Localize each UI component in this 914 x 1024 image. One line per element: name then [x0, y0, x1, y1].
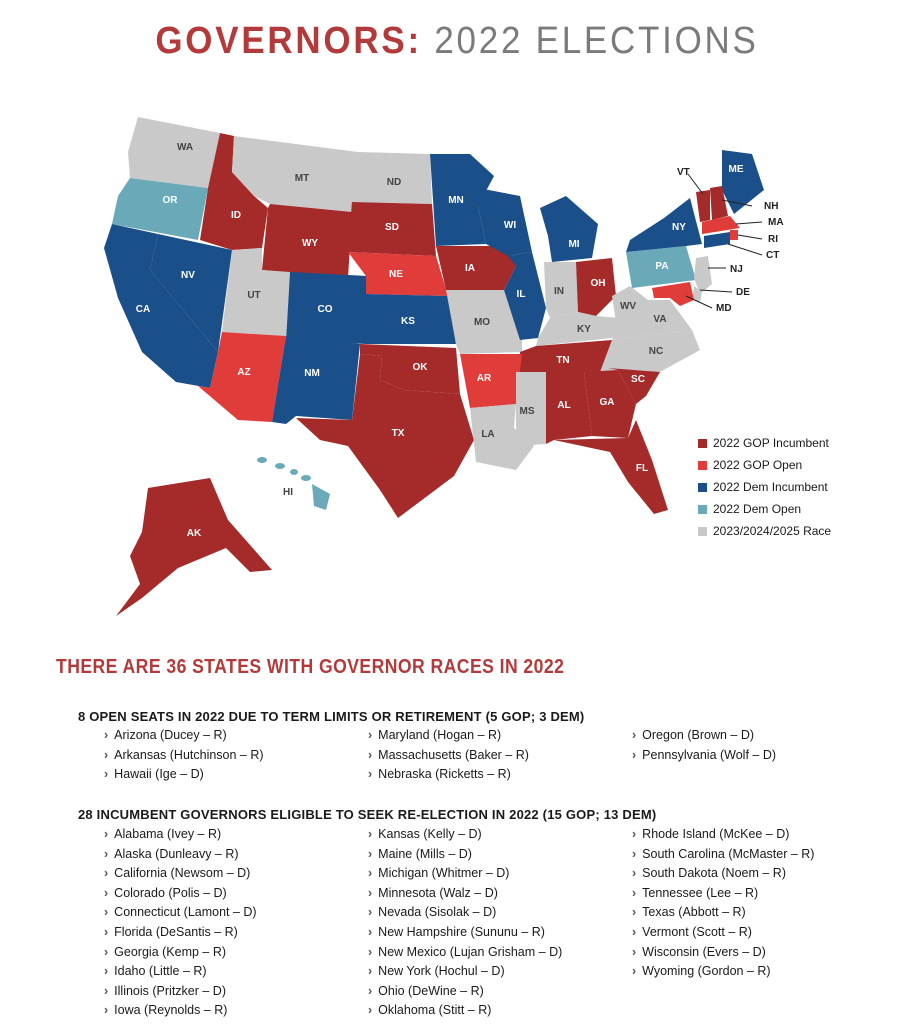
- page-title: [37, 20, 878, 63]
- state-ak[interactable]: [116, 478, 272, 616]
- label-mn: MN: [448, 195, 464, 206]
- list-item: › Ohio (DeWine – R): [368, 982, 562, 1002]
- label-ks: KS: [401, 316, 415, 327]
- list-item: › Georgia (Kemp – R): [104, 943, 257, 963]
- list-item: › Maine (Mills – D): [368, 845, 562, 865]
- legend-label: 2022 Dem Incumbent: [713, 480, 828, 494]
- legend-item-gop_open: [698, 454, 831, 476]
- label-md: MD: [716, 303, 732, 314]
- legend-swatch: [698, 483, 707, 492]
- label-sc: SC: [631, 374, 645, 385]
- label-wa: WA: [176, 142, 194, 153]
- list-item: › Michigan (Whitmer – D): [368, 864, 562, 884]
- list-item: › Arkansas (Hutchinson – R): [104, 746, 264, 766]
- legend-item-gop_incumbent: [698, 432, 831, 454]
- label-nv: NV: [181, 270, 195, 281]
- label-mo: MO: [473, 317, 491, 328]
- section-subhead: THERE ARE 36 STATES WITH GOVERNOR RACES IN 2022: [56, 656, 565, 678]
- label-oh: OH: [590, 278, 606, 289]
- label-ia: IA: [465, 263, 475, 274]
- label-nh: NH: [764, 201, 779, 212]
- list-item: › Hawaii (Ige – D): [104, 765, 264, 785]
- legend-label: 2022 GOP Incumbent: [713, 436, 829, 450]
- label-mt: MT: [294, 173, 310, 184]
- state-ny[interactable]: [626, 198, 702, 252]
- open-seats-col-3: [632, 726, 776, 765]
- legend-label: 2022 Dem Open: [713, 502, 802, 516]
- label-co: CO: [317, 304, 333, 315]
- legend-label: 2022 GOP Open: [713, 458, 803, 472]
- states: [104, 117, 764, 616]
- list-item: › South Dakota (Noem – R): [632, 864, 814, 884]
- list-item: › Arizona (Ducey – R): [104, 726, 264, 746]
- list-item: › Pennsylvania (Wolf – D): [632, 746, 776, 766]
- label-az: AZ: [237, 367, 251, 378]
- label-ma: MA: [768, 217, 784, 228]
- legend-swatch: [698, 505, 707, 514]
- label-ky: KY: [577, 324, 591, 335]
- label-ri: RI: [768, 234, 778, 245]
- list-item: › South Carolina (McMaster – R): [632, 845, 814, 865]
- state-wa[interactable]: [128, 117, 220, 188]
- label-mi: MI: [568, 239, 580, 250]
- list-item: › Massachusetts (Baker – R): [368, 746, 529, 766]
- list-item: › Maryland (Hogan – R): [368, 726, 529, 746]
- list-item: › Wisconsin (Evers – D): [632, 943, 814, 963]
- list-item: › Colorado (Polis – D): [104, 884, 257, 904]
- list-item: › Idaho (Little – R): [104, 962, 257, 982]
- state-hi[interactable]: [257, 457, 330, 510]
- label-or: OR: [162, 195, 178, 206]
- label-wi: WI: [503, 220, 517, 231]
- label-in: IN: [554, 286, 564, 297]
- list-item: › Oklahoma (Stitt – R): [368, 1001, 562, 1021]
- list-item: › New Mexico (Lujan Grisham – D): [368, 943, 562, 963]
- label-me: ME: [728, 164, 744, 175]
- state-mi[interactable]: [540, 196, 598, 262]
- list-item: › Iowa (Reynolds – R): [104, 1001, 257, 1021]
- label-pa: PA: [655, 261, 669, 272]
- label-va: VA: [653, 314, 667, 325]
- list-item: › New Hampshire (Sununu – R): [368, 923, 562, 943]
- label-wv: WV: [619, 301, 637, 312]
- list-item: › Oregon (Brown – D): [632, 726, 776, 746]
- legend-swatch: [698, 461, 707, 470]
- label-ms: MS: [519, 406, 535, 417]
- label-hi: HI: [283, 487, 293, 498]
- legend-item-future: [698, 520, 831, 542]
- list-item: › Minnesota (Walz – D): [368, 884, 562, 904]
- legend-item-dem_incumbent: [698, 476, 831, 498]
- label-de: DE: [736, 287, 750, 298]
- open-seats-col-2: [368, 726, 529, 785]
- label-id: ID: [231, 210, 241, 221]
- title-part-2: 2022 ELECTIONS: [434, 20, 759, 62]
- legend-swatch: [698, 439, 707, 448]
- label-tx: TX: [391, 428, 405, 439]
- list-item: › Illinois (Pritzker – D): [104, 982, 257, 1002]
- state-nm[interactable]: [272, 336, 360, 424]
- state-vt[interactable]: [696, 190, 710, 222]
- label-ga: GA: [599, 397, 615, 408]
- label-ne: NE: [389, 269, 403, 280]
- label-al: AL: [557, 400, 571, 411]
- list-item: › Tennessee (Lee – R): [632, 884, 814, 904]
- label-nd: ND: [386, 177, 402, 188]
- list-item: › New York (Hochul – D): [368, 962, 562, 982]
- list-item: › Texas (Abbott – R): [632, 903, 814, 923]
- list-item: › Connecticut (Lamont – D): [104, 903, 257, 923]
- open-seats-heading: 8 OPEN SEATS IN 2022 DUE TO TERM LIMITS OR RETIREMENT (5 GOP; 3 DEM): [78, 709, 585, 724]
- label-ok: OK: [412, 362, 428, 373]
- label-ar: AR: [476, 373, 492, 384]
- legend-swatch: [698, 527, 707, 536]
- label-fl: FL: [635, 463, 649, 474]
- list-item: › Rhode Island (McKee – D): [632, 825, 814, 845]
- list-item: › Nevada (Sisolak – D): [368, 903, 562, 923]
- label-ct: CT: [766, 250, 780, 261]
- label-ut: UT: [247, 290, 261, 301]
- open-seats-col-1: [104, 726, 264, 785]
- incumbents-col-1: [104, 825, 257, 1021]
- label-tn: TN: [556, 355, 570, 366]
- incumbents-col-2: [368, 825, 562, 1021]
- list-item: › Florida (DeSantis – R): [104, 923, 257, 943]
- legend-label: 2023/2024/2025 Race: [713, 524, 832, 538]
- map-legend: [698, 432, 831, 542]
- state-ct[interactable]: [704, 232, 730, 248]
- list-item: › Kansas (Kelly – D): [368, 825, 562, 845]
- label-nm: NM: [304, 368, 320, 379]
- incumbents-col-3: [632, 825, 814, 982]
- label-nc: NC: [648, 346, 664, 357]
- list-item: › California (Newsom – D): [104, 864, 257, 884]
- list-item: › Wyoming (Gordon – R): [632, 962, 814, 982]
- state-ri[interactable]: [730, 230, 738, 240]
- us-map: [0, 90, 914, 630]
- label-ny: NY: [672, 222, 686, 233]
- label-il: IL: [516, 289, 526, 300]
- list-item: › Vermont (Scott – R): [632, 923, 814, 943]
- label-ak: AK: [186, 528, 202, 539]
- list-item: › Alabama (Ivey – R): [104, 825, 257, 845]
- label-ca: CA: [135, 304, 151, 315]
- label-vt: VT: [677, 167, 690, 178]
- label-nj: NJ: [730, 264, 743, 275]
- title-part-1: GOVERNORS:: [155, 20, 422, 62]
- label-la: LA: [481, 429, 495, 440]
- legend-item-dem_open: [698, 498, 831, 520]
- label-sd: SD: [385, 222, 399, 233]
- list-item: › Alaska (Dunleavy – R): [104, 845, 257, 865]
- incumbents-heading: 28 INCUMBENT GOVERNORS ELIGIBLE TO SEEK RE-ELECTION IN 2022 (15 GOP; 13 DEM): [78, 807, 657, 822]
- list-item: › Nebraska (Ricketts – R): [368, 765, 529, 785]
- label-wy: WY: [301, 238, 319, 249]
